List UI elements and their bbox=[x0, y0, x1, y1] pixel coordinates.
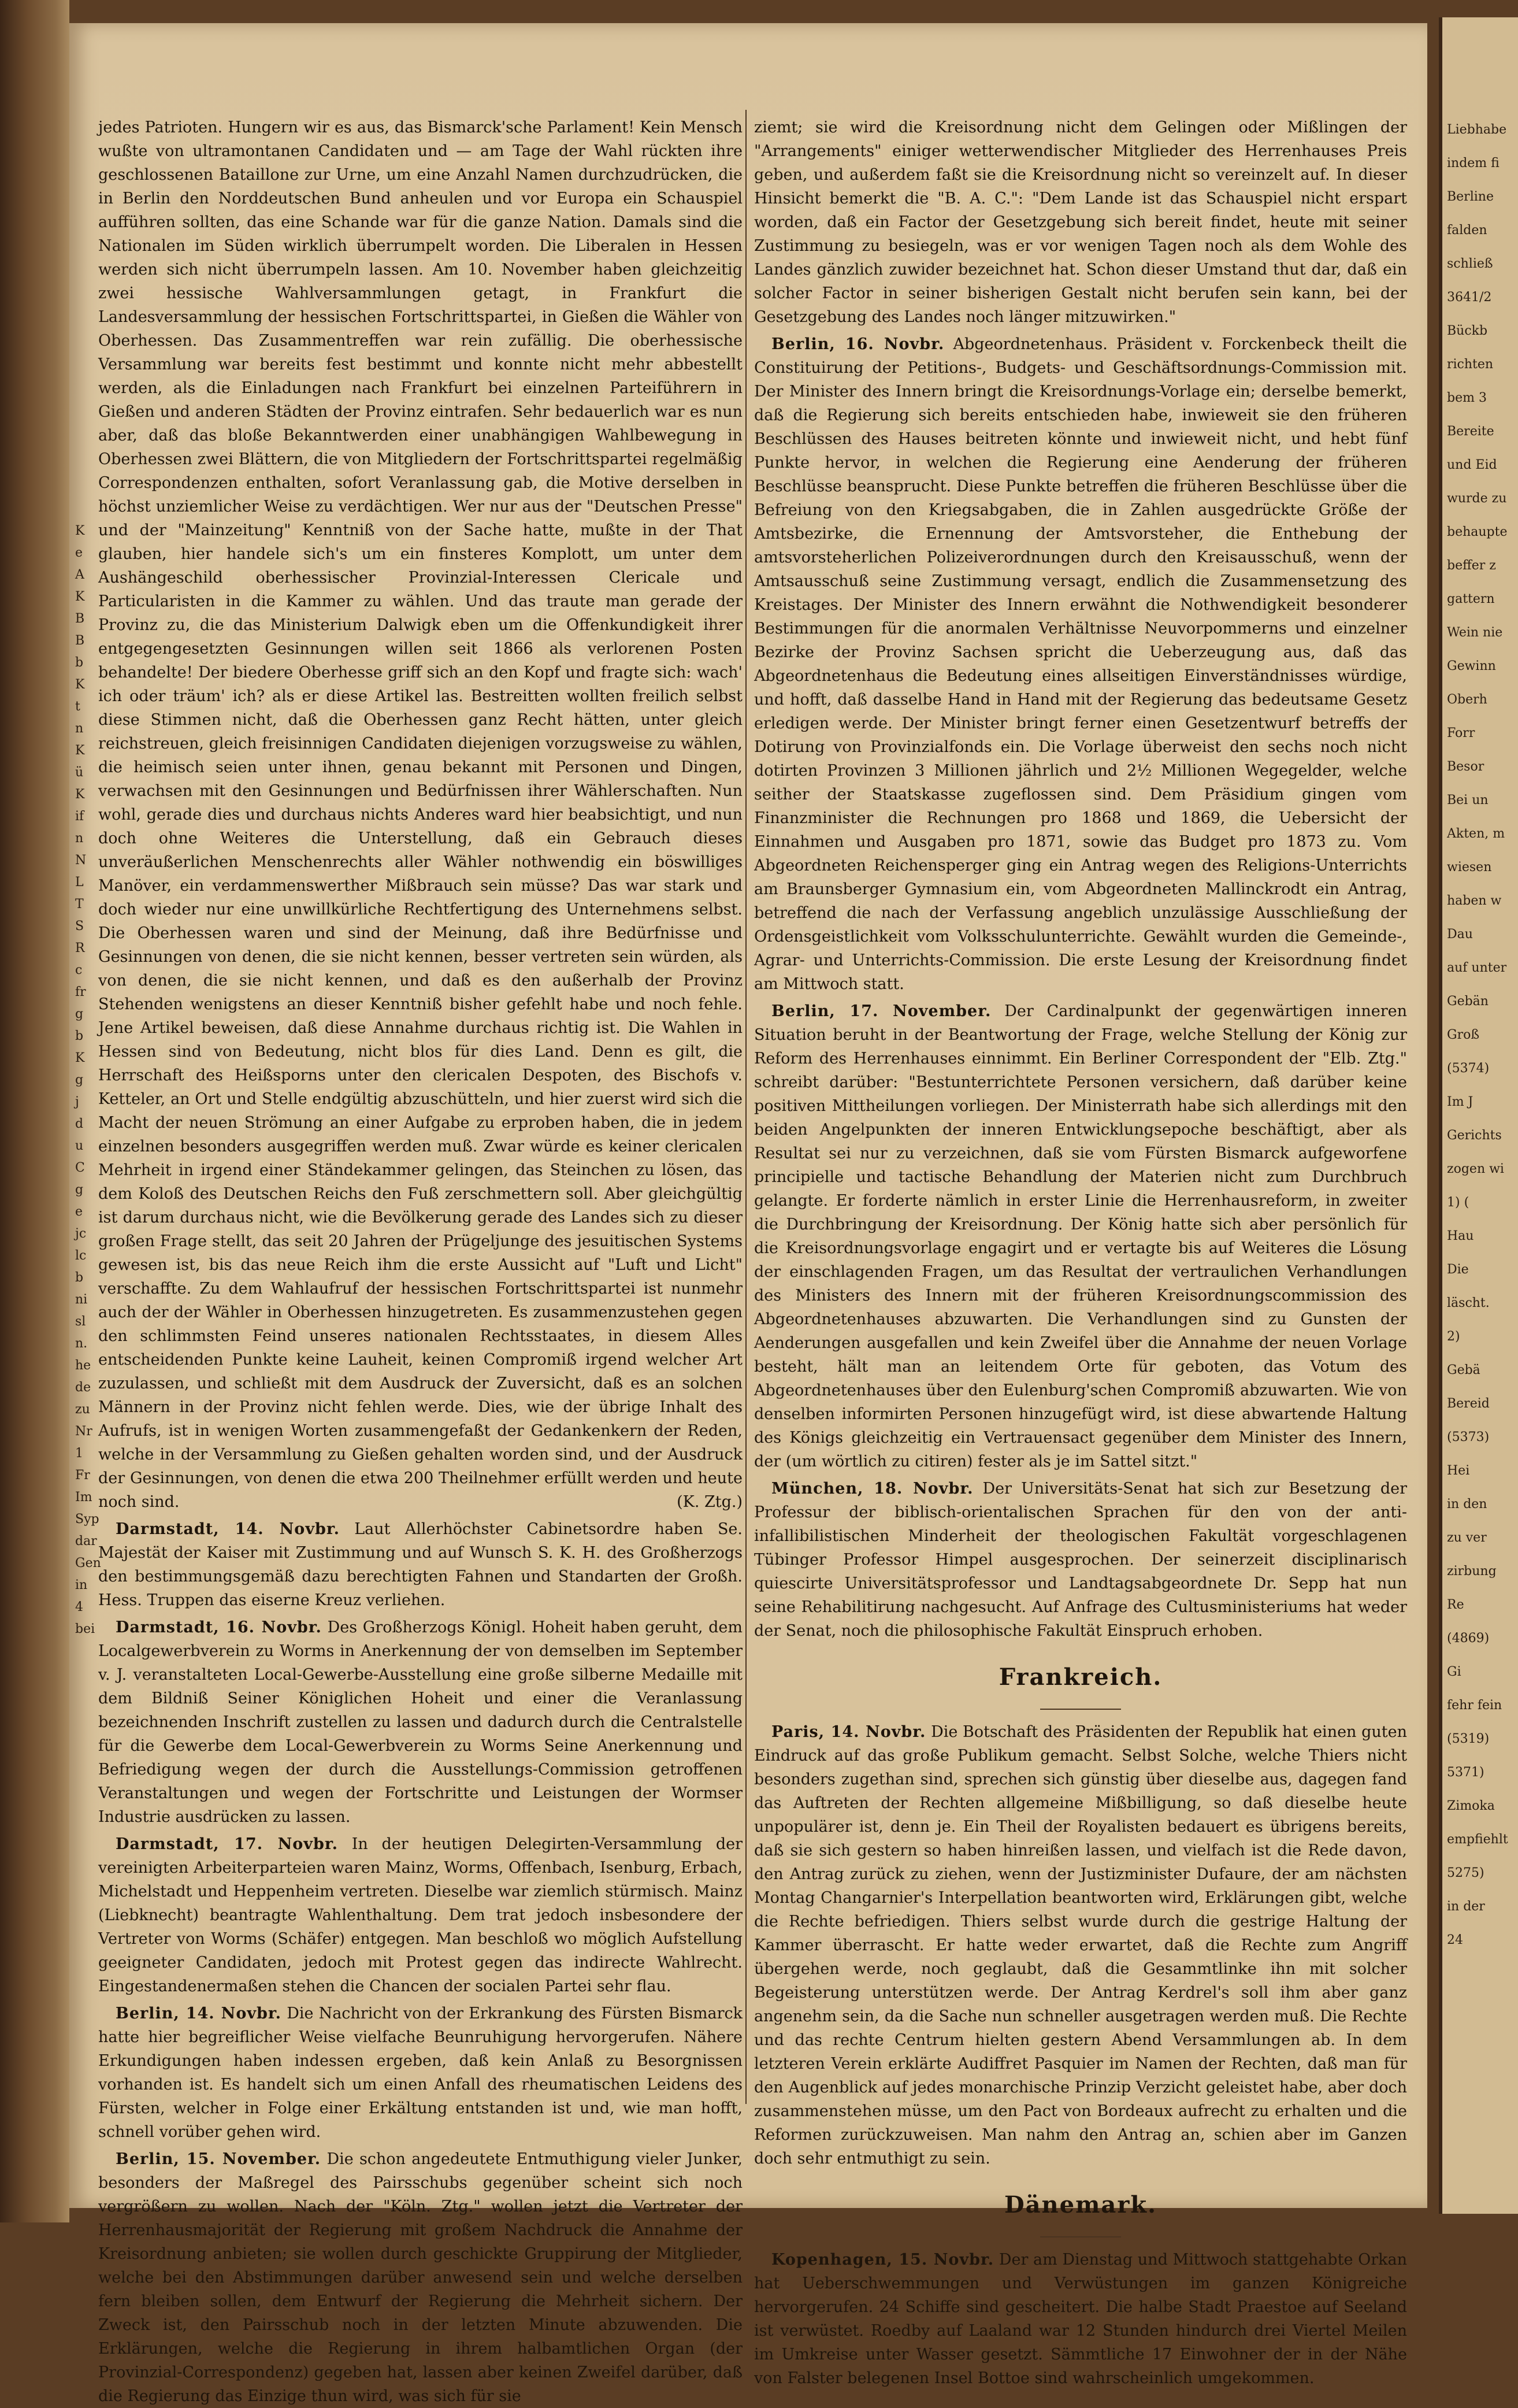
left-margin-text-fragment: ü bbox=[75, 765, 84, 780]
dateline: Berlin, 17. November. bbox=[771, 1002, 992, 1020]
left-margin-text-fragment: Im bbox=[75, 1490, 92, 1505]
adjacent-page-text-fragment: läscht. bbox=[1447, 1296, 1490, 1310]
left-margin-text-fragment: e bbox=[75, 546, 83, 560]
left-margin-text-fragment: S bbox=[75, 919, 84, 933]
left-margin-text-fragment: n bbox=[75, 721, 84, 736]
left-margin-text-fragment: T bbox=[75, 897, 84, 912]
adjacent-page-text-fragment: gattern bbox=[1447, 592, 1495, 606]
dateline: Berlin, 14. Novbr. bbox=[116, 2005, 282, 2022]
adjacent-page-text-fragment: Besor bbox=[1447, 760, 1484, 774]
adjacent-page-text-fragment: wiesen bbox=[1447, 860, 1492, 875]
adjacent-page-text-fragment: Dau bbox=[1447, 927, 1473, 942]
left-margin-fragments bbox=[75, 520, 101, 2023]
left-margin-text-fragment: bei bbox=[75, 1622, 95, 1636]
article-paragraph bbox=[754, 2248, 1407, 2390]
adjacent-page-text-fragment: Im J bbox=[1447, 1095, 1474, 1109]
left-margin-text-fragment: K bbox=[75, 787, 85, 802]
section-rule bbox=[1040, 1709, 1121, 1710]
left-margin-text-fragment: R bbox=[75, 941, 85, 955]
adjacent-page-text-fragment: Groß bbox=[1447, 1028, 1480, 1042]
adjacent-page-text-fragment: Gebän bbox=[1447, 994, 1489, 1009]
adjacent-page-text-fragment: falden bbox=[1447, 223, 1487, 238]
article-paragraph bbox=[98, 2147, 743, 2408]
left-margin-text-fragment: Fr bbox=[75, 1468, 90, 1483]
adjacent-page-text-fragment: haben w bbox=[1447, 894, 1502, 908]
left-margin-text-fragment: e bbox=[75, 1205, 83, 1219]
adjacent-page-text-fragment: empfiehlt bbox=[1447, 1832, 1508, 1847]
adjacent-page-text-fragment: 1) ( bbox=[1447, 1195, 1469, 1210]
adjacent-page-text-fragment: Bückb bbox=[1447, 324, 1488, 338]
dateline: Berlin, 16. Novbr. bbox=[771, 335, 945, 353]
left-margin-text-fragment: zu bbox=[75, 1402, 90, 1417]
left-margin-text-fragment: B bbox=[75, 634, 85, 648]
left-margin-text-fragment: jc bbox=[75, 1227, 87, 1241]
adjacent-page-text-fragment: Zimoka bbox=[1447, 1799, 1495, 1813]
left-margin-text-fragment: he bbox=[75, 1358, 91, 1373]
section-heading: Dänemark. bbox=[1004, 2191, 1157, 2218]
dateline: Darmstadt, 16. Novbr. bbox=[116, 1618, 322, 1636]
adjacent-page-text-fragment: Wein nie bbox=[1447, 625, 1503, 640]
adjacent-page-text-fragment: indem fi bbox=[1447, 156, 1500, 171]
article-paragraph bbox=[754, 116, 1407, 329]
left-margin-text-fragment: K bbox=[75, 524, 85, 538]
adjacent-page-text-fragment: und Eid bbox=[1447, 458, 1497, 472]
adjacent-page-text-fragment: Re bbox=[1447, 1598, 1464, 1612]
adjacent-page-text-fragment: Gebä bbox=[1447, 1363, 1480, 1377]
adjacent-page-text-fragment: 24 bbox=[1447, 1933, 1463, 1947]
left-margin-text-fragment: B bbox=[75, 612, 85, 626]
adjacent-page-text-fragment: (5373) bbox=[1447, 1430, 1490, 1444]
left-margin-text-fragment: n. bbox=[75, 1336, 88, 1351]
left-margin-text-fragment: K bbox=[75, 743, 85, 758]
adjacent-page-text-fragment: in den bbox=[1447, 1497, 1487, 1512]
article-paragraph bbox=[98, 1616, 743, 1829]
article-text: Die Botschaft des Präsidenten der Republik hat einen guten Eindruck auf das große Publikum gemacht. Selbst Solche, welche Thiers nicht besonders zugethan sind, sprechen sich günstig über dieselbe aus, dagegen fand das Auftreten der Rechten allgemeine Mißbilligung, so daß dieselbe heute unpopulärer ist, denn je. Ein Theil der Royalisten bedauert es übrigens bereits, daß sie sich gestern so haben hinreißen lassen, und vielfach ist die Rede davon, den Antrag zurück zu ziehen, wenn der Justizminister Dufaure, der am nächsten Montag Changarnier's Interpellation beantworten wird, Erklärungen gibt, welche die Rechte befriedigen. Thiers selbst wurde durch die gestrige Haltung der Kammer überrascht. Er hatte weder erwartet, daß die Rechte zum Angriff übergehen werde, noch geglaubt, daß die Gesammtlinke ihn mit solcher Begeisterung unterstützen werde. Der Antrag Kerdrel's soll ihm aber ganz angenehm sein, da die Sache nun schneller ausgetragen werden muß. Die Rechte und das rechte Centrum hielten gestern Abend Versammlungen ab. In dem letzteren Verein erklärte Audiffret Pasquier im Namen der Rechten, daß man für den Augenblick auf jedes monarchische Prinzip Verzicht geleistet habe, aber doch zusammenstehen müsse, um den Pact von Bordeaux aufrecht zu erhalten und die Reformen zurückzuweisen. Man nahm den Antrag an, schien aber im Ganzen doch sehr entmuthigt zu sein. bbox=[754, 1723, 1407, 2168]
left-margin-text-fragment: C bbox=[75, 1161, 85, 1175]
left-margin-text-fragment: t bbox=[75, 699, 80, 714]
adjacent-page-text-fragment: Hau bbox=[1447, 1229, 1474, 1243]
left-margin-text-fragment: g bbox=[75, 1183, 84, 1197]
left-margin-text-fragment: if bbox=[75, 809, 84, 824]
adjacent-page-text-fragment: auf unter bbox=[1447, 961, 1507, 975]
article-text: Des Großherzogs Königl. Hoheit haben geruht, dem Localgewerbverein zu Worms in Anerkennung der von demselben im September v. J. veranstalteten Local-Gewerbe-Ausstellung eine große silberne Medaille mit dem Bildniß Seiner Königlichen Hoheit und einer die Veranlassung bezeichnenden Inschrift zustellen zu lassen und dadurch durch die Centralstelle für die Gewerbe dem Local-Gewerbverein zu Worms Seine Anerkennung und Befriedigung wegen der durch die Ausstellungs-Commission getroffenen Veranstaltungen und wegen der Fortschritte und Leistungen der Wormser Industrie ausdrücken zu lassen. bbox=[98, 1618, 743, 1826]
dateline: Berlin, 15. November. bbox=[116, 2150, 321, 2168]
left-margin-text-fragment: d bbox=[75, 1117, 84, 1131]
adjacent-page-text-fragment: Bei un bbox=[1447, 793, 1489, 807]
left-margin-text-fragment: b bbox=[75, 1029, 84, 1043]
article-text: jedes Patrioten. Hungern wir es aus, das Bismarck'sche Parlament! Kein Mensch wußte von ultramontanen Candidaten und — am Tage der Wahl rückten ihre geschlossenen Bataillone zur Urne, um eine Anzahl Namen durchzudrücken, die in Berlin den Norddeutschen Bund anheulen und vor Europa ein Schauspiel aufführen sollten, das eine Schande war für die ganze Nation. Damals sind die Nationalen im Süden wirklich überrumpelt worden. Die Liberalen in Hessen werden sich nicht überrumpeln lassen. Am 10. November haben gleichzeitig zwei hessische Wahlversammlungen getagt, in Frankfurt die Landesversammlung der hessischen Fortschrittspartei, in Gießen die Wähler von Oberhessen. Das Zusammentreffen war rein zufällig. Die oberhessische Versammlung war bereits fest bestimmt und konnte nicht mehr abbestellt werden, als die Einladungen nach Frankfurt bei einzelnen Parteiführern in Gießen und anderen Städten der Provinz eintrafen. Sehr bedauerlich war es nun aber, daß das bloße Bekanntwerden einer unabhängigen Wahlbewegung in Oberhessen zwei Blättern, die von Mitgliedern der Fortschrittspartei regelmäßig Correspondenzen enthalten, sofort Veranlassung gab, die Motive derselben in höchst unziemlicher Weise zu verdächtigen. Wer nur aus der "Deutschen Presse" und der "Mainzeitung" Kenntniß von der Sache hatte, mußte in der That glauben, hier handele sich's um ein finsteres Komplott, um unter dem Aushängeschild oberhessischer Provinzial-Interessen Clericale und Particularisten in die Kammer zu wählen. Und das traute man gerade der Provinz zu, die das Ministerium Dalwigk eben um die Offenkundigkeit ihrer entgegengesetzten Gesinnungen willen seit 1866 als verlorenen Posten behandelte! Der biedere Oberhesse griff sich an den Kopf und fragte sich: wach' ich oder träum' ich? als er diese Artikel las. Bestreitten wollten freilich selbst diese Stimmen nicht, daß die Oberhessen ganz Recht hätten, unter gleich reichstreuen, gleich freisinnigen Candidaten diejenigen vorzugsweise zu wählen, die heimisch seien unter ihnen, genau bekannt mit Personen und Dingen, verwachsen mit den Gesinnungen und Bedürfnissen ihrer Wählerschaften. Nun wohl, gerade dies und durchaus nichts Anderes ward hier beabsichtigt, und nun doch ohne Weiteres die Unterstellung, daß ein Gebrauch dieses unveräußerlichen Menschenrechts aller Wähler nothwendig ein böswilliges Manöver, ein verdammenswerther Mißbrauch sein müsse? Das war stark und doch wieder nur eine unwillkürliche Rechtfertigung des Unternehmens selbst. Die Oberhessen waren und sind der Meinung, daß ihre Bedürfnisse und Gesinnungen von denen, die sie nicht kennen, besser vertreten sein würden, als von denen, die sie nicht kennen, und daß es den außerhalb der Provinz Stehenden wenigstens an dieser Kenntniß bisher gefehlt habe und noch fehle. Jene Artikel beweisen, daß diese Annahme durchaus richtig ist. Die Wahlen in Hessen sind von Bedeutung, nicht blos für dies Land. Denn es gilt, die Herrschaft des Heißsporns unter den clericalen Despoten, des Bischofs v. Ketteler, an Ort und Stelle endgültig abzuschütteln, und hier zuerst wird sich die Macht der neuen Strömung an einer Aufgabe zu erproben haben, die in jedem einzelnen besonders ausgegriffen werden muß. Zwar würde es keiner clericalen Mehrheit in irgend einer Ständekammer gelingen, das Steinchen zu lösen, das dem Koloß des Deutschen Reichs den Fuß zerschmettern soll. Aber gleichgültig ist darum durchaus nicht, wie die Bevölkerung gerade des Landes sich zu dieser großen Frage stellt, das seit 20 Jahren der Prügeljunge des jesuitischen Systems gewesen ist, bis das neue Reich ihm die erste Aussicht auf "Luft und Licht" verschaffte. Zu dem Wahlaufruf der hessischen Fortschrittspartei ist nunmehr auch der der Wähler in Oberhessen hinzugetreten. Es zusammenzustehen gegen den schlimmsten Feind unseres nationalen Rechtsstaates, in diesem Alles entscheidenden Punkte keine Lauheit, keinen Compromiß irgend welcher Art zuzulassen, und schließt mit dem Ausdruck der Zuversicht, daß es an solchen Männern in der Provinz nicht fehlen werde. Dies, wie der übrige Inhalt des Aufrufs, ist in wenigen Worten zusammengefaßt der Gedankenkern der Reden, welche in der Versammlung zu Gießen gehalten worden sind, und der Ausdruck der Gesinnungen, von denen die etwa 200 Theilnehmer erfüllt werden und heute noch sind. bbox=[98, 118, 743, 1511]
article-text: ziemt; sie wird die Kreisordnung nicht dem Gelingen oder Mißlingen der "Arrangements" einiger wetterwendischer Mitglieder des Herrenhauses Preis geben, und außerdem faßt sie die Kreisordnung nicht so vereinzelt auf. In dieser Hinsicht bemerkt die "B. A. C.": "Dem Lande ist das Schauspiel nicht erspart worden, daß ein Factor der Gesetzgebung sich bereit findet, heute mit seiner Zustimmung zu besiegeln, was er vor wenigen Tagen noch als dem Wohle des Landes gänzlich zuwider bezeichnet hat. Schon dieser Umstand thut dar, daß ein solcher Factor in seiner bisherigen Gestalt nicht berufen sein kann, bei der Gesetzgebung des Landes noch länger mitzuwirken." bbox=[754, 118, 1407, 326]
adjacent-page-text-fragment: (5374) bbox=[1447, 1061, 1490, 1076]
left-margin-text-fragment: dar bbox=[75, 1534, 97, 1548]
left-margin-text-fragment: in bbox=[75, 1578, 88, 1592]
left-margin-text-fragment: Syp bbox=[75, 1512, 99, 1527]
adjacent-page-text-fragment: schließ bbox=[1447, 257, 1493, 271]
left-margin-text-fragment: j bbox=[75, 1095, 79, 1109]
adjacent-page-text-fragment: Gewinn bbox=[1447, 659, 1496, 673]
article-text: Der am Dienstag und Mittwoch stattgehabte Orkan hat Ueberschwemmungen und Verwüstungen im ganzen Königreiche hervorgerufen. 24 Schiffe sind gescheitert. Die halbe Stadt Praestoe auf Seeland ist verwüstet. Roedby auf Laaland war 12 Stunden hindurch drei Viertel Meilen im Umkreise unter Wasser gesetzt. Sämmtliche 17 Einwohner der in der Nähe von Falster belegenen Insel Bottoe sind wahrscheinlich umgekommen. bbox=[754, 2251, 1407, 2387]
left-margin-text-fragment: 1 bbox=[75, 1446, 83, 1461]
adjacent-page-text-fragment: (4869) bbox=[1447, 1631, 1490, 1646]
left-margin-text-fragment: n bbox=[75, 831, 84, 846]
left-margin-text-fragment: lc bbox=[75, 1249, 87, 1263]
article-paragraph bbox=[98, 2002, 743, 2144]
dateline: Kopenhagen, 15. Novbr. bbox=[771, 2251, 994, 2269]
section-heading: Frankreich. bbox=[999, 1664, 1163, 1691]
adjacent-page-text-fragment: Bereite bbox=[1447, 424, 1494, 439]
book-binding bbox=[0, 0, 69, 2222]
adjacent-page-text-fragment: Die bbox=[1447, 1262, 1469, 1277]
article-paragraph bbox=[754, 999, 1407, 1473]
left-margin-text-fragment: fr bbox=[75, 985, 86, 999]
adjacent-page-text-fragment: 5371) bbox=[1447, 1765, 1484, 1780]
article-text: Die schon angedeutete Entmuthigung vieler Junker, besonders der Maßregel des Pairsschubs gegenüber scheint sich noch vergrößern zu wollen. Nach der "Köln. Ztg." wollen jetzt die Vertreter der Herrenhausmajorität der Regierung mit großem Nachdruck die Annahme der Kreisordnung anbieten; sie wollen durch geschickte Gruppirung der Mitglieder, welche bei den Abstimmungen darüber anwesend sein und welche derselben fern bleiben sollen, dem Entwurf der Regierung die Mehrheit sichern. Der Zweck ist, den Pairsschub noch in der letzten Minute abzuwenden. Die Erklärungen, welche die Regierung in ihrem halbamtlichen Organ (der Provinzial-Correspondenz) gegeben hat, lassen aber keinen Zweifel darüber, daß die Regierung das Einzige thun wird, was sich für sie bbox=[98, 2150, 743, 2405]
article-paragraph bbox=[754, 1477, 1407, 1643]
left-margin-text-fragment: g bbox=[75, 1073, 84, 1087]
dateline: München, 18. Novbr. bbox=[771, 1480, 974, 1498]
adjacent-page-text-fragment: fehr fein bbox=[1447, 1698, 1502, 1713]
left-margin-text-fragment: K bbox=[75, 677, 85, 692]
adjacent-page-text-fragment: Gerichts bbox=[1447, 1128, 1502, 1143]
left-margin-text-fragment: g bbox=[75, 1007, 84, 1021]
article-paragraph bbox=[754, 332, 1407, 996]
left-margin-text-fragment: de bbox=[75, 1380, 91, 1395]
left-margin-text-fragment: sl bbox=[75, 1314, 86, 1329]
article-text: Der Cardinalpunkt der gegenwärtigen inneren Situation beruht in der Beantwortung der Frage, welche Stellung der König zur Reform des Herrenhauses einnimmt. Ein Berliner Correspondent der "Elb. Ztg." schreibt darüber: "Bestunterrichtete Personen versichern, daß darüber keine positiven Mittheilungen vorliegen. Der Ministerrath habe sich allerdings mit den beiden Angelpunkten der inneren Entwicklungsepoche beschäftigt, aber als Resultat sei nur zu verzeichnen, daß sie vom Fürsten Bismarck aufgeworfene principielle und tactische Behandlung der Materien nicht zum Durchbruch gelangte. Er forderte nämlich in erster Linie die Herrenhausreform, in zweiter die Durchbringung der Kreisordnung. Der König hatte sich aber persönlich für die Kreisordnungsvorlage engagirt und er vertagte bis auf Weiteres die Lösung der einschlagenden Fragen, um das Resultat der vertraulichen Verhandlungen des Ministers des Innern mit der früheren Kreisordnungscommission des Abgeordnetenhauses abzuwarten. Die Verhandlungen sind zu Gunsten der Aenderungen ausgefallen und kein Zweifel über die Annahme der neuen Vorlage besteht, hält man an leitendem Orte für geboten, das Votum des Abgeordnetenhauses über den Eulenburg'schen Compromiß abzuwarten. Wie von denselben informirten Personen hinzugefügt wird, ist diese abwartende Haltung des Königs gleichzeitig ein Vertrauensact gegenüber dem Minister des Innern, der (um wörtlich zu citiren) fester als je im Sattel sitzt." bbox=[754, 1002, 1407, 1470]
left-column bbox=[98, 116, 743, 2405]
article-paragraph bbox=[98, 116, 743, 1514]
adjacent-page-fragment bbox=[1439, 17, 1518, 2214]
adjacent-page-text-fragment: 2) bbox=[1447, 1329, 1460, 1344]
left-margin-text-fragment: K bbox=[75, 1051, 85, 1065]
right-column bbox=[754, 116, 1407, 2387]
left-margin-text-fragment: b bbox=[75, 655, 84, 670]
adjacent-page-text-fragment: Liebhabe bbox=[1447, 123, 1507, 137]
left-margin-text-fragment: Gen bbox=[75, 1556, 101, 1570]
left-margin-text-fragment: A bbox=[75, 568, 84, 582]
column-divider bbox=[745, 110, 747, 2104]
adjacent-page-text-fragment: (5319) bbox=[1447, 1732, 1490, 1746]
adjacent-page-text-fragment: Akten, m bbox=[1447, 827, 1505, 841]
adjacent-page-text-fragment: Hei bbox=[1447, 1464, 1470, 1478]
adjacent-page-text-fragment: beffer z bbox=[1447, 558, 1496, 573]
left-margin-text-fragment: u bbox=[75, 1139, 84, 1153]
adjacent-page-text-fragment: Oberh bbox=[1447, 692, 1487, 707]
adjacent-page-text-fragment: Gi bbox=[1447, 1665, 1461, 1679]
dateline: Darmstadt, 17. Novbr. bbox=[116, 1835, 339, 1853]
article-text: Laut Allerhöchster Cabinetsordre haben Se. Majestät der Kaiser mit Zustimmung und auf Wunsch S. K. H. des Großherzogs den bestimmungsgemäß dazu berechtigten Fahnen und Standarten der Großh. Hess. Truppen das eiserne Kreuz verliehen. bbox=[98, 1520, 743, 1609]
left-margin-text-fragment: K bbox=[75, 590, 85, 604]
adjacent-page-text-fragment: zirbung bbox=[1447, 1564, 1497, 1579]
left-margin-text-fragment: Nr bbox=[75, 1424, 92, 1439]
adjacent-page-text-fragment: wurde zu bbox=[1447, 491, 1507, 506]
article-paragraph bbox=[98, 1832, 743, 1998]
left-margin-text-fragment: N bbox=[75, 853, 87, 868]
left-margin-text-fragment: b bbox=[75, 1270, 84, 1285]
adjacent-page-text-fragment: Forr bbox=[1447, 726, 1475, 740]
adjacent-page-text-fragment: zu ver bbox=[1447, 1531, 1487, 1545]
article-text: In der heutigen Delegirten-Versammlung der vereinigten Arbeiterparteien waren Mainz, Worms, Offenbach, Isenburg, Erbach, Michelstadt und Heppenheim vertreten. Dieselbe war ziemlich stürmisch. Mainz (Liebknecht) beantragte Wahlenthaltung. Dem trat jedoch insbesondere der Vertreter von Worms (Schäfer) entgegen. Man beschloß wo möglich Aufstellung geeigneter Candidaten, jedoch mit Protest gegen das indirecte Wahlrecht. Eingestandenermaßen stehen die Chancen der socialen Partei sehr flau. bbox=[98, 1835, 743, 1995]
article-paragraph bbox=[98, 1517, 743, 1612]
left-margin-text-fragment: ni bbox=[75, 1292, 88, 1307]
dateline: Paris, 14. Novbr. bbox=[771, 1723, 926, 1741]
article-text: Die Nachricht von der Erkrankung des Fürsten Bismarck hatte hier begreiflicher Weise vielfache Beunruhigung hervorgerufen. Nähere Erkundigungen haben indessen ergeben, daß kein Anlaß zu Besorgnissen vorhanden ist. Es handelt sich um einen Anfall des rheumatischen Leidens des Fürsten, welcher in Folge einer Erkältung entstanden ist und, wie man hofft, schnell vorüber gehen wird. bbox=[98, 2005, 743, 2141]
article-text: Abgeordnetenhaus. Präsident v. Forckenbeck theilt die Constituirung der Petitions-, Budgets- und Geschäftsordnungs-Commission mit. Der Minister des Innern bringt die Kreisordnungs-Vorlage ein; derselbe bemerkt, daß die Regierung sich bereits entschieden habe, inwieweit sie den früheren Beschlüssen des Hauses beitreten könnte und inwieweit nicht, und hebt fünf Punkte hervor, in welchen die Regierung eine Aenderung der früheren Beschlüsse beansprucht. Diese Punkte betreffen die früheren Beschlüsse über die Befreiung von den Kriegsabgaben, die in Zahlen ausgedrückte Größe der Amtsbezirke, die Ernennung der Amtsvorsteher, die Enthebung der amtsvorsteherlichen Polizeiverordnungen durch den Kreisausschuß, wenn der Amtsausschuß seine Zustimmung versagt, endlich die Zusammensetzung des Kreistages. Der Minister des Innern erwähnt die Nothwendigkeit besonderer Bestimmungen für die anormalen Verhältnisse Neuvorpommerns und einzelner Bezirke der Provinz Sachsen spricht die Ueberzeugung aus, daß das Abgeordnetenhaus die Bedeutung eines allseitigen Einverständnisses würdige, und hofft, daß dasselbe Hand in Hand mit der Regierung das bedeutsame Gesetz erledigen werde. Der Minister bringt ferner einen Gesetzentwurf betreffs der Dotirung von Provinzialfonds ein. Die Vorlage überweist den sechs noch nicht dotirten Provinzen 3 Millionen jährlich und 2½ Millionen Wegegelder, welche seither der Staatskasse zugeflossen sind. Dem Präsidium gingen vom Finanzminister die Rechnungen pro 1868 und 1869, die Uebersicht der Einnahmen und Ausgaben pro 1871, sowie das Budget pro 1873 zu. Vom Abgeordneten Reichensperger ging ein Antrag wegen des Religions-Unterrichts am Braunsberger Gymnasium ein, vom Abgeordneten Mallinckrodt ein Antrag, betreffend die nach der Verfassung angeblich unzulässige Ausschließung der Ordensgeistlichkeit vom Volksschulunterrichte. Gewählt wurden die Gemeinde-, Agrar- und Unterrichts-Commission. Die erste Lesung der Kreisordnung findet am Mittwoch statt. bbox=[754, 335, 1407, 993]
adjacent-page-text-fragment: in der bbox=[1447, 1899, 1485, 1914]
adjacent-page-text-fragment: bem 3 bbox=[1447, 391, 1487, 405]
article-text: Der Universitäts-Senat hat sich zur Besetzung der Professur der biblisch-orientalischen Sprachen für den von der anti-infallibilistischen Minderheit der theologischen Fakultät vorgeschlagenen Tübinger Professor Himpel ausgesprochen. Der seinerzeit disciplinarisch quiescirte Universitätsprofessor und Landtagsabgeordnete Dr. Sepp hat nun seine Rehabilitirung nachgesucht. Auf Anfrage des Cultusministeriums hat weder der Senat, noch die philosophische Fakultät Einspruch erhoben. bbox=[754, 1480, 1407, 1640]
left-margin-text-fragment: L bbox=[75, 875, 84, 890]
section-rule bbox=[1040, 2236, 1121, 2237]
article-source: (K. Ztg.) bbox=[677, 1493, 743, 1511]
left-margin-text-fragment: 4 bbox=[75, 1600, 83, 1614]
adjacent-page-text-fragment: 3641/2 bbox=[1447, 290, 1492, 305]
adjacent-page-text-fragment: Bereid bbox=[1447, 1396, 1490, 1411]
adjacent-page-text-fragment: 5275) bbox=[1447, 1866, 1484, 1880]
adjacent-page-text-fragment: zogen wi bbox=[1447, 1162, 1504, 1176]
adjacent-page-text-fragment: richten bbox=[1447, 357, 1494, 372]
adjacent-page-text-fragment: behaupte bbox=[1447, 525, 1508, 539]
article-paragraph bbox=[754, 1720, 1407, 2170]
adjacent-page-text-fragment: Berline bbox=[1447, 190, 1494, 204]
dateline: Darmstadt, 14. Novbr. bbox=[116, 1520, 340, 1538]
left-margin-text-fragment: c bbox=[75, 963, 83, 977]
